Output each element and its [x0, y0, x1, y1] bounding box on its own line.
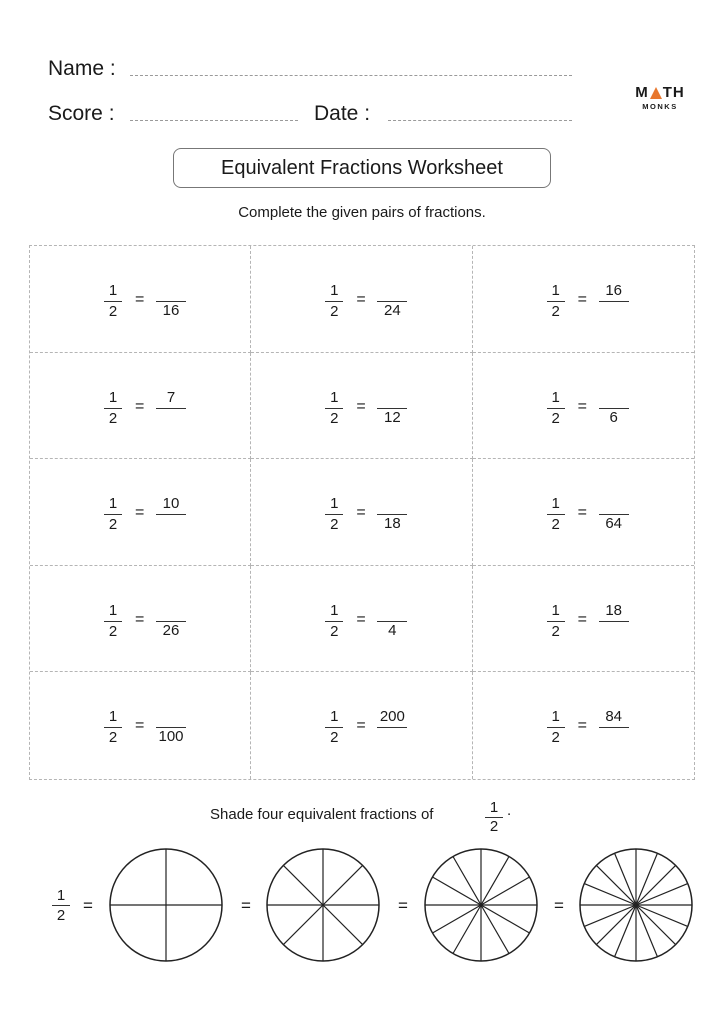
- name-label: Name :: [48, 57, 116, 80]
- answer-fraction: [377, 495, 407, 535]
- given-numerator: 1: [551, 388, 560, 406]
- circle-division-line: [453, 905, 481, 953]
- shade-text: Shade four equivalent fractions of: [210, 806, 434, 823]
- given-denominator: 2: [551, 622, 560, 640]
- given-fraction: [102, 708, 124, 747]
- fraction-bar: [104, 727, 122, 728]
- given-fraction: [323, 389, 345, 428]
- answer-fraction: [599, 602, 629, 642]
- fraction-problem: [102, 389, 222, 429]
- given-denominator: 2: [330, 516, 339, 534]
- shade-instruction: [0, 799, 724, 835]
- answer-numerator[interactable]: [599, 495, 629, 513]
- circle-division-line: [636, 865, 676, 905]
- answer-fraction: [156, 389, 186, 429]
- fraction-problem: [545, 602, 665, 642]
- given-denominator: 2: [108, 409, 118, 427]
- given-numerator: 1: [108, 388, 118, 406]
- given-fraction: [323, 495, 345, 534]
- equals-sign: =: [356, 291, 366, 308]
- circle-division-line: [481, 857, 509, 905]
- logo-text-right: TH: [662, 84, 685, 101]
- equals-sign: =: [356, 610, 366, 628]
- given-denominator: 2: [551, 409, 560, 427]
- circle-division-line: [453, 857, 481, 905]
- problem-cell: [473, 672, 694, 779]
- fraction-bar: [325, 408, 343, 409]
- equals-sign: =: [577, 717, 587, 735]
- circle-division-line: [433, 905, 481, 933]
- circle-row-numerator: 1: [56, 887, 66, 904]
- problem-cell: [251, 246, 472, 353]
- equals-sign: =: [356, 397, 366, 415]
- given-denominator: 2: [551, 303, 560, 320]
- answer-numerator[interactable]: [377, 602, 407, 620]
- math-monks-logo: [630, 84, 690, 111]
- fraction-bar: [325, 301, 343, 302]
- problem-cell: [473, 566, 694, 673]
- problem-cell: [30, 459, 251, 566]
- circle-division-line: [283, 905, 323, 945]
- answer-denominator[interactable]: 64: [605, 515, 622, 533]
- given-numerator: 1: [330, 708, 339, 726]
- answer-denominator[interactable]: [599, 302, 629, 320]
- circle-division-line: [283, 865, 323, 905]
- score-label: Score :: [48, 102, 115, 125]
- answer-numerator[interactable]: [156, 708, 186, 726]
- answer-fraction: [599, 708, 629, 748]
- answer-denominator[interactable]: 24: [383, 302, 401, 319]
- fraction-bar: [325, 514, 343, 515]
- answer-denominator[interactable]: 26: [162, 621, 180, 639]
- fraction-bar: [325, 727, 343, 728]
- fraction-problem: [323, 708, 443, 748]
- answer-numerator[interactable]: 7: [166, 388, 176, 406]
- answer-fraction: [377, 389, 407, 429]
- answer-denominator[interactable]: 4: [388, 621, 397, 639]
- given-numerator: 1: [330, 388, 339, 406]
- fraction-problem: [102, 282, 222, 322]
- title-text: Equivalent Fractions Worksheet: [221, 156, 503, 179]
- circle-division-line: [323, 905, 363, 945]
- answer-fraction: [599, 389, 629, 429]
- equals-sign: =: [554, 896, 564, 915]
- answer-fraction: [156, 708, 186, 748]
- given-fraction: [102, 282, 124, 321]
- shading-circles: [0, 840, 724, 980]
- answer-numerator[interactable]: 84: [605, 708, 622, 726]
- answer-denominator[interactable]: 18: [383, 515, 401, 533]
- given-numerator: 1: [551, 601, 560, 619]
- equals-sign: =: [135, 504, 145, 522]
- fraction-problem: [323, 495, 443, 535]
- given-fraction: [323, 282, 345, 321]
- logo-subtext: MONKS: [642, 102, 678, 111]
- problem-cell: [30, 672, 251, 779]
- fraction-bar: [104, 621, 122, 622]
- answer-fraction: [156, 282, 186, 322]
- given-fraction: [545, 495, 567, 534]
- given-fraction: [102, 602, 124, 641]
- circle-division-line: [596, 905, 636, 945]
- instruction-text: Complete the given pairs of fractions.: [238, 204, 486, 221]
- problem-cell: [251, 672, 472, 779]
- answer-fraction: [377, 602, 407, 642]
- fraction-circle[interactable]: [110, 849, 222, 961]
- shade-fraction: [483, 800, 505, 835]
- answer-fraction: [599, 495, 629, 535]
- given-numerator: 1: [330, 601, 339, 619]
- given-numerator: 1: [330, 282, 339, 299]
- answer-fraction: [599, 282, 629, 322]
- equals-sign: =: [135, 717, 145, 735]
- fraction-bar: [547, 727, 565, 728]
- answer-fraction: [377, 708, 407, 748]
- given-numerator: 1: [551, 708, 560, 726]
- given-numerator: 1: [108, 708, 118, 726]
- answer-denominator[interactable]: [599, 622, 629, 640]
- given-numerator: 1: [108, 601, 118, 619]
- shade-fraction-denominator: 2: [489, 818, 499, 835]
- given-fraction: [102, 495, 124, 534]
- answer-denominator[interactable]: [599, 728, 629, 746]
- fraction-bar: [104, 301, 122, 302]
- circle-division-line: [323, 865, 363, 905]
- fraction-problem: [102, 495, 222, 535]
- answer-numerator[interactable]: [377, 389, 407, 407]
- equals-sign: =: [356, 717, 366, 735]
- shade-fraction-numerator: 1: [489, 799, 499, 816]
- answer-fraction: [156, 602, 186, 642]
- answer-numerator[interactable]: 10: [162, 495, 180, 513]
- fraction-problem: [545, 495, 665, 535]
- answer-denominator[interactable]: 16: [162, 302, 180, 319]
- fraction-bar: [547, 514, 565, 515]
- fraction-circle[interactable]: [267, 849, 379, 961]
- fraction-problem: [545, 708, 665, 748]
- equals-sign: =: [135, 397, 145, 415]
- fraction-problem: [545, 389, 665, 429]
- equals-sign: =: [356, 504, 366, 522]
- fraction-problem: [102, 708, 222, 748]
- equals-sign: =: [83, 896, 93, 915]
- equals-sign: =: [577, 397, 587, 415]
- circle-row-denominator: 2: [56, 907, 66, 924]
- answer-denominator[interactable]: 12: [383, 408, 401, 426]
- given-denominator: 2: [551, 729, 560, 747]
- fraction-circle[interactable]: [580, 849, 692, 961]
- answer-numerator[interactable]: [377, 495, 407, 513]
- equals-sign: =: [135, 610, 145, 628]
- circle-division-line: [481, 877, 529, 905]
- answer-numerator[interactable]: 16: [605, 282, 622, 299]
- fraction-problem: [545, 282, 665, 322]
- given-fraction: [102, 389, 124, 428]
- problem-cell: [251, 459, 472, 566]
- problem-cell: [251, 353, 472, 460]
- logo-text-left: M: [635, 84, 649, 101]
- given-denominator: 2: [330, 303, 339, 320]
- name-field[interactable]: [130, 75, 572, 76]
- circle-division-line: [636, 905, 676, 945]
- circle-division-line: [481, 905, 529, 933]
- circle-division-line: [433, 877, 481, 905]
- problem-cell: [473, 459, 694, 566]
- equals-sign: =: [241, 896, 251, 915]
- answer-fraction: [377, 282, 407, 322]
- equals-sign: =: [577, 504, 587, 522]
- answer-denominator[interactable]: 6: [609, 408, 618, 426]
- fraction-bar: [104, 514, 122, 515]
- answer-numerator[interactable]: [599, 389, 629, 407]
- answer-denominator[interactable]: [156, 515, 186, 533]
- date-label: Date :: [314, 102, 371, 125]
- given-numerator: 1: [108, 282, 118, 299]
- fraction-problem: [323, 602, 443, 642]
- equals-sign: =: [577, 610, 587, 628]
- problem-cell: [30, 353, 251, 460]
- answer-fraction: [156, 495, 186, 535]
- circle-division-line: [596, 865, 636, 905]
- fraction-problem: [102, 602, 222, 642]
- answer-numerator[interactable]: 18: [605, 601, 622, 619]
- problem-cell: [251, 566, 472, 673]
- given-numerator: 1: [551, 282, 560, 299]
- answer-denominator[interactable]: [377, 728, 407, 746]
- fraction-bar: [104, 408, 122, 409]
- given-numerator: 1: [551, 495, 560, 513]
- fraction-problem: [323, 389, 443, 429]
- given-numerator: 1: [108, 495, 118, 513]
- problem-cell: [473, 353, 694, 460]
- answer-numerator[interactable]: [156, 602, 186, 620]
- equals-sign: =: [577, 291, 587, 308]
- equals-sign: =: [135, 291, 145, 308]
- fraction-bar: [547, 301, 565, 302]
- given-denominator: 2: [108, 622, 118, 640]
- given-denominator: 2: [108, 303, 118, 320]
- score-field[interactable]: [130, 120, 298, 121]
- given-denominator: 2: [330, 409, 339, 427]
- fraction-circle[interactable]: [425, 849, 537, 961]
- given-fraction: [323, 708, 345, 747]
- given-fraction: [545, 708, 567, 747]
- problem-cell: [473, 246, 694, 353]
- given-denominator: 2: [108, 516, 118, 534]
- fraction-bar: [547, 408, 565, 409]
- given-fraction: [323, 602, 345, 641]
- given-fraction: [545, 389, 567, 428]
- problem-cell: [30, 246, 251, 353]
- answer-denominator[interactable]: [156, 409, 186, 427]
- given-numerator: 1: [330, 495, 339, 513]
- answer-numerator[interactable]: [377, 282, 407, 300]
- given-denominator: 2: [330, 729, 339, 747]
- shade-period: .: [507, 802, 512, 819]
- problem-cell: [30, 566, 251, 673]
- equals-sign: =: [398, 896, 408, 915]
- given-denominator: 2: [551, 516, 560, 534]
- answer-numerator[interactable]: [156, 282, 186, 300]
- circle-division-line: [481, 905, 509, 953]
- worksheet-title: [173, 148, 551, 188]
- given-fraction: [545, 282, 567, 321]
- logo-triangle-icon: [650, 87, 662, 99]
- fraction-problem: [323, 282, 443, 322]
- given-fraction: [545, 602, 567, 641]
- date-field[interactable]: [388, 120, 572, 121]
- fraction-bar: [547, 621, 565, 622]
- answer-numerator[interactable]: 200: [379, 708, 405, 726]
- problems-grid: [29, 245, 695, 780]
- answer-denominator[interactable]: 100: [158, 728, 184, 746]
- given-denominator: 2: [108, 729, 118, 747]
- fraction-bar: [325, 621, 343, 622]
- given-denominator: 2: [330, 622, 339, 640]
